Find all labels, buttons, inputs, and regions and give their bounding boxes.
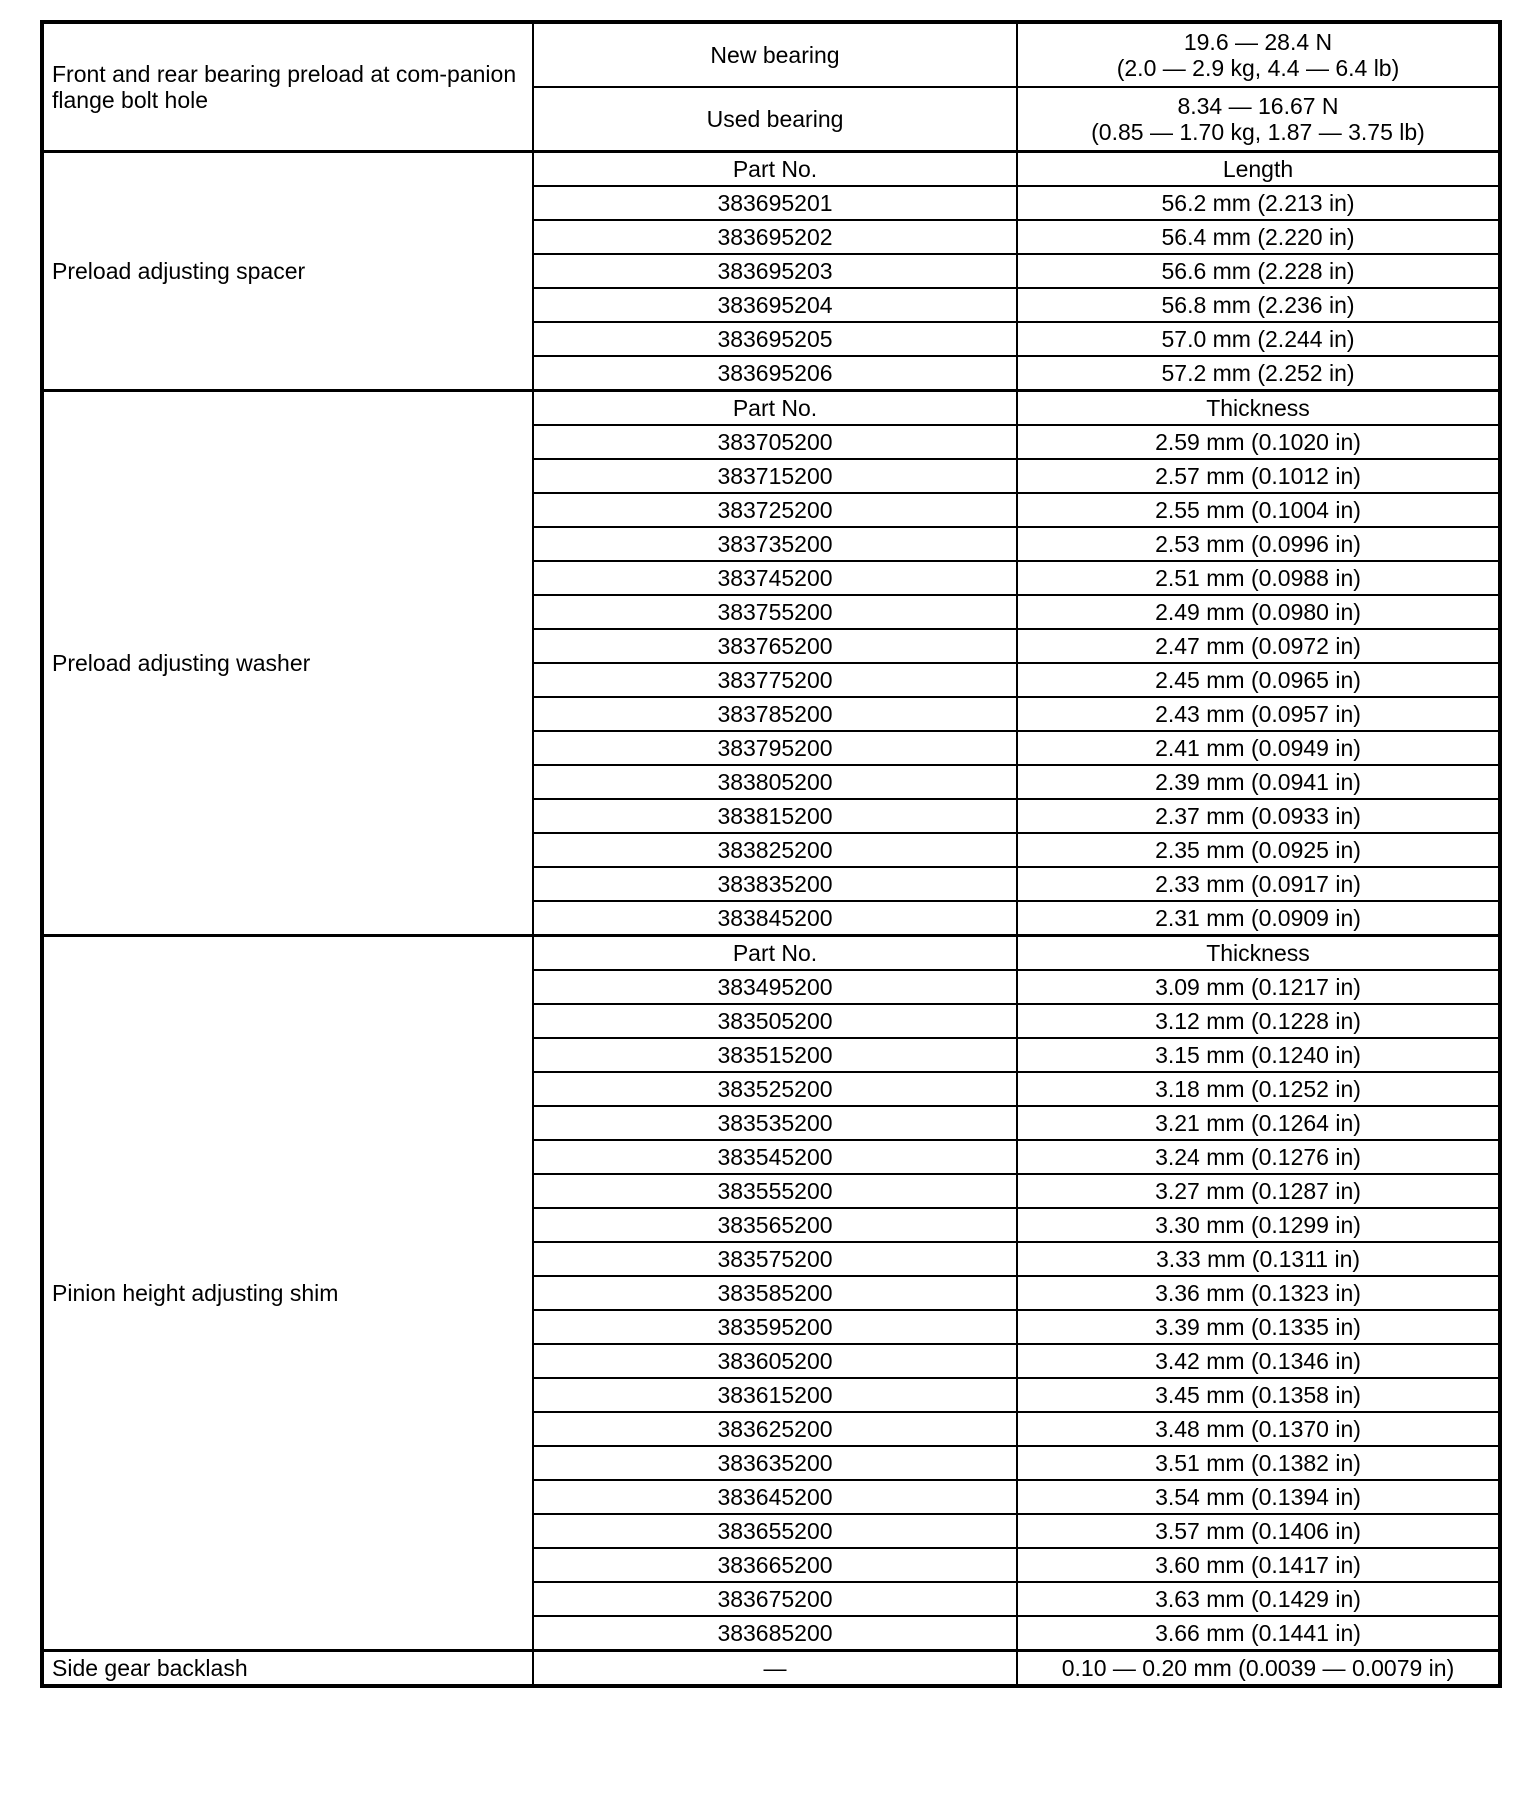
part-number-cell: 383555200 (533, 1174, 1017, 1208)
part-number-cell: 383615200 (533, 1378, 1017, 1412)
dimension-cell: 57.0 mm (2.244 in) (1017, 322, 1500, 356)
dimension-cell: 2.45 mm (0.0965 in) (1017, 663, 1500, 697)
part-number-cell: 383655200 (533, 1514, 1017, 1548)
dimension-cell: 3.21 mm (0.1264 in) (1017, 1106, 1500, 1140)
part-number-cell: 383695203 (533, 254, 1017, 288)
dimension-cell: 3.24 mm (0.1276 in) (1017, 1140, 1500, 1174)
part-number-cell: 383525200 (533, 1072, 1017, 1106)
part-number-cell: 383705200 (533, 425, 1017, 459)
part-number-cell: 383635200 (533, 1446, 1017, 1480)
backlash-row (42, 1651, 1500, 1687)
dimension-cell: 2.43 mm (0.0957 in) (1017, 697, 1500, 731)
part-number-cell: 383815200 (533, 799, 1017, 833)
shim-label: Pinion height adjusting shim (42, 936, 533, 1651)
dimension-cell: 3.27 mm (0.1287 in) (1017, 1174, 1500, 1208)
backlash-label: Side gear backlash (42, 1651, 533, 1687)
dimension-cell: 2.55 mm (0.1004 in) (1017, 493, 1500, 527)
row-label: Front and rear bearing preload at com-panion flange bolt hole (42, 22, 533, 152)
dimension-cell: 2.39 mm (0.0941 in) (1017, 765, 1500, 799)
part-number-cell: 383765200 (533, 629, 1017, 663)
part-number-cell: 383495200 (533, 970, 1017, 1004)
part-number-cell: 383695204 (533, 288, 1017, 322)
dimension-cell: 2.35 mm (0.0925 in) (1017, 833, 1500, 867)
part-number-cell: 383585200 (533, 1276, 1017, 1310)
dimension-cell: 2.49 mm (0.0980 in) (1017, 595, 1500, 629)
part-number-cell: 383715200 (533, 459, 1017, 493)
part-number-cell: 383845200 (533, 901, 1017, 936)
value-line: (2.0 — 2.9 kg, 4.4 — 6.4 lb) (1116, 55, 1400, 81)
dimension-cell: 57.2 mm (2.252 in) (1017, 356, 1500, 391)
column-header: Thickness (1017, 936, 1500, 971)
part-number-cell: 383515200 (533, 1038, 1017, 1072)
value-cell (1017, 22, 1500, 87)
dimension-cell: 2.57 mm (0.1012 in) (1017, 459, 1500, 493)
column-header: Part No. (533, 391, 1017, 426)
part-number-cell: 383725200 (533, 493, 1017, 527)
part-number-cell: 383695205 (533, 322, 1017, 356)
part-number-cell: — (533, 1651, 1017, 1687)
part-number-cell: 383575200 (533, 1242, 1017, 1276)
dimension-cell: 3.42 mm (0.1346 in) (1017, 1344, 1500, 1378)
value-line: 19.6 — 28.4 N (1183, 29, 1333, 55)
table-row (42, 22, 1500, 87)
part-number-cell: 383665200 (533, 1548, 1017, 1582)
value-line: (0.85 — 1.70 kg, 1.87 — 3.75 lb) (1091, 119, 1425, 145)
dimension-cell: 3.39 mm (0.1335 in) (1017, 1310, 1500, 1344)
dimension-cell: 2.31 mm (0.0909 in) (1017, 901, 1500, 936)
part-number-cell: 383735200 (533, 527, 1017, 561)
dimension-cell: 3.15 mm (0.1240 in) (1017, 1038, 1500, 1072)
dimension-cell: 2.37 mm (0.0933 in) (1017, 799, 1500, 833)
part-number-cell: 383605200 (533, 1344, 1017, 1378)
part-number-cell: 383825200 (533, 833, 1017, 867)
spacer-header-row (42, 152, 1500, 187)
part-number-cell: 383775200 (533, 663, 1017, 697)
part-number-cell: 383505200 (533, 1004, 1017, 1038)
dimension-cell: 2.51 mm (0.0988 in) (1017, 561, 1500, 595)
dimension-cell: 56.2 mm (2.213 in) (1017, 186, 1500, 220)
value-cell (1017, 87, 1500, 152)
part-number-cell: 383645200 (533, 1480, 1017, 1514)
dimension-cell: 3.30 mm (0.1299 in) (1017, 1208, 1500, 1242)
spec-table (40, 20, 1502, 1688)
part-number-cell: 383785200 (533, 697, 1017, 731)
dimension-cell: 2.53 mm (0.0996 in) (1017, 527, 1500, 561)
shim-header-row (42, 936, 1500, 971)
dimension-cell: 2.59 mm (0.1020 in) (1017, 425, 1500, 459)
part-number-cell: 383835200 (533, 867, 1017, 901)
part-number-cell: 383695206 (533, 356, 1017, 391)
dimension-cell: 2.33 mm (0.0917 in) (1017, 867, 1500, 901)
dimension-cell: 3.33 mm (0.1311 in) (1017, 1242, 1500, 1276)
part-number-cell: 383685200 (533, 1616, 1017, 1651)
part-number-cell: 383675200 (533, 1582, 1017, 1616)
dimension-cell: 3.54 mm (0.1394 in) (1017, 1480, 1500, 1514)
dimension-cell: 3.60 mm (0.1417 in) (1017, 1548, 1500, 1582)
dimension-cell: 56.6 mm (2.228 in) (1017, 254, 1500, 288)
dimension-cell: 3.12 mm (0.1228 in) (1017, 1004, 1500, 1038)
part-number-cell: 383755200 (533, 595, 1017, 629)
part-number-cell: 383805200 (533, 765, 1017, 799)
spacer-label: Preload adjusting spacer (42, 152, 533, 391)
column-header: Part No. (533, 152, 1017, 187)
dimension-cell: 2.47 mm (0.0972 in) (1017, 629, 1500, 663)
part-number-cell: 383625200 (533, 1412, 1017, 1446)
dimension-cell: 3.63 mm (0.1429 in) (1017, 1582, 1500, 1616)
part-number-cell: 383545200 (533, 1140, 1017, 1174)
dimension-cell: 56.8 mm (2.236 in) (1017, 288, 1500, 322)
part-number-cell: 383565200 (533, 1208, 1017, 1242)
condition-cell: Used bearing (533, 87, 1017, 152)
column-header: Length (1017, 152, 1500, 187)
dimension-cell: 3.09 mm (0.1217 in) (1017, 970, 1500, 1004)
column-header: Thickness (1017, 391, 1500, 426)
condition-cell: New bearing (533, 22, 1017, 87)
part-number-cell: 383795200 (533, 731, 1017, 765)
dimension-cell: 3.51 mm (0.1382 in) (1017, 1446, 1500, 1480)
dimension-cell: 3.36 mm (0.1323 in) (1017, 1276, 1500, 1310)
value-line: 8.34 — 16.67 N (1177, 93, 1339, 119)
part-number-cell: 383745200 (533, 561, 1017, 595)
dimension-cell: 3.57 mm (0.1406 in) (1017, 1514, 1500, 1548)
column-header: Part No. (533, 936, 1017, 971)
dimension-cell: 3.66 mm (0.1441 in) (1017, 1616, 1500, 1651)
dimension-cell: 0.10 — 0.20 mm (0.0039 — 0.0079 in) (1017, 1651, 1500, 1687)
dimension-cell: 2.41 mm (0.0949 in) (1017, 731, 1500, 765)
part-number-cell: 383695202 (533, 220, 1017, 254)
dimension-cell: 3.18 mm (0.1252 in) (1017, 1072, 1500, 1106)
dimension-cell: 3.45 mm (0.1358 in) (1017, 1378, 1500, 1412)
dimension-cell: 3.48 mm (0.1370 in) (1017, 1412, 1500, 1446)
part-number-cell: 383535200 (533, 1106, 1017, 1140)
washer-header-row (42, 391, 1500, 426)
part-number-cell: 383595200 (533, 1310, 1017, 1344)
washer-label: Preload adjusting washer (42, 391, 533, 936)
dimension-cell: 56.4 mm (2.220 in) (1017, 220, 1500, 254)
part-number-cell: 383695201 (533, 186, 1017, 220)
